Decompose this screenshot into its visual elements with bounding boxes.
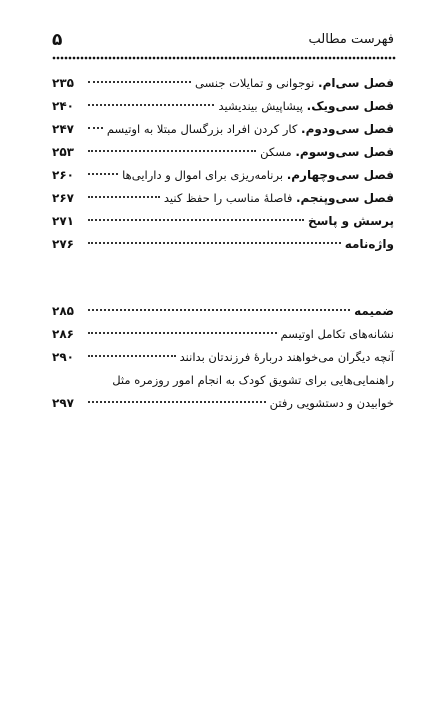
appendix-item-line1: راهنمایی‌هایی برای تشویق کودک به انجام امور روزمره مثل (112, 373, 394, 387)
appendix-page: ۲۸۵ (52, 304, 74, 318)
toc-entry-label: فصل سی‌ودوم. کار کردن افراد بزرگسال مبتلا به اوتیسم (106, 122, 394, 136)
header-rule (52, 55, 396, 61)
appendix-item-page: ۲۹۷ (52, 396, 74, 410)
toc-entry-page: ۲۶۷ (52, 191, 74, 205)
header-title: فهرست مطالب (308, 32, 394, 47)
table-of-contents (52, 72, 394, 415)
toc-entry[interactable] (52, 118, 394, 141)
dot-leader (88, 173, 118, 175)
appendix-item[interactable] (52, 346, 394, 369)
dot-leader (88, 219, 304, 221)
appendix-item-line2-row (52, 392, 394, 415)
toc-entry-page: ۲۶۰ (52, 168, 74, 182)
page-number: ۵ (52, 30, 63, 50)
dot-leader (88, 401, 266, 403)
toc-entry-label: فصل سی‌وسوم. مسکن (260, 145, 394, 159)
toc-entry-page: ۲۵۳ (52, 145, 74, 159)
toc-entry-label: پرسش و پاسخ (307, 214, 394, 228)
toc-entry[interactable] (52, 210, 394, 233)
toc-entry-page: ۲۷۶ (52, 237, 74, 251)
dot-leader (88, 355, 176, 357)
toc-entry-page: ۲۳۵ (52, 76, 74, 90)
appendix-title: ضمیمه (354, 304, 394, 318)
dot-leader (88, 150, 256, 152)
toc-entry-label: واژه‌نامه (344, 237, 394, 251)
toc-entry-label: فصل سی‌وچهارم. برنامه‌ریزی برای اموال و دارایی‌ها (122, 168, 394, 182)
dot-leader (88, 242, 341, 244)
dot-leader (88, 332, 277, 334)
toc-entry-page: ۲۴۰ (52, 99, 74, 113)
toc-entry[interactable] (52, 72, 394, 95)
appendix-entry[interactable] (52, 300, 394, 323)
dot-leader (88, 127, 103, 129)
dot-leader (88, 81, 191, 83)
toc-entry[interactable] (52, 164, 394, 187)
toc-entry[interactable] (52, 95, 394, 118)
dot-leader (88, 104, 214, 106)
dot-leader (88, 309, 350, 311)
page-header (52, 30, 394, 52)
toc-entry[interactable] (52, 233, 394, 256)
appendix-item-page: ۲۸۶ (52, 327, 74, 341)
toc-entry[interactable] (52, 187, 394, 210)
dot-leader (88, 196, 160, 198)
toc-entry-label: فصل سی‌ام. نوجوانی و تمایلات جنسی (195, 76, 394, 90)
appendix-item-line2: خوابیدن و دستشویی رفتن (269, 396, 394, 410)
appendix-item[interactable] (52, 323, 394, 346)
toc-entry-label: فصل سی‌وپنجم. فاصلهٔ مناسب را حفظ کنید (163, 191, 394, 205)
appendix-item-multiline[interactable] (52, 369, 394, 415)
toc-entry-page: ۲۷۱ (52, 214, 74, 228)
toc-entry-label: فصل سی‌ویک. پیشاپیش بیندیشید (218, 99, 394, 113)
section-gap (52, 256, 394, 300)
toc-entry-page: ۲۴۷ (52, 122, 74, 136)
appendix-item-label: آنچه دیگران می‌خواهند دربارهٔ فرزندتان بدانند (179, 350, 394, 364)
appendix-item-page: ۲۹۰ (52, 350, 74, 364)
appendix-item-label: نشانه‌های تکامل اوتیسم (280, 327, 394, 341)
toc-entry[interactable] (52, 141, 394, 164)
